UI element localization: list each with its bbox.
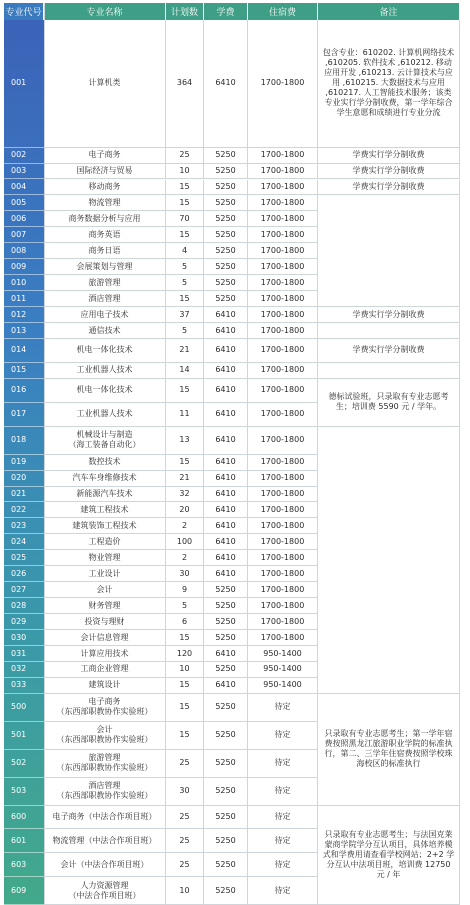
- plan-cell: 21: [166, 471, 204, 487]
- code-cell: 014: [4, 339, 44, 363]
- tuition-cell: 5250: [204, 598, 248, 614]
- code-cell: 019: [4, 455, 44, 471]
- dorm-cell: 待定: [248, 829, 318, 853]
- tuition-cell: 5250: [204, 148, 248, 164]
- name-cell: 电子商务: [44, 148, 166, 164]
- plan-cell: 11: [166, 403, 204, 427]
- dorm-cell: 待定: [248, 806, 318, 830]
- dorm-cell: 待定: [248, 750, 318, 778]
- code-cell: 030: [4, 630, 44, 646]
- name-cell: 工商企业管理: [44, 662, 166, 678]
- notes-cell: 学费实行学分制收费: [318, 148, 460, 164]
- tuition-cell: 5250: [204, 614, 248, 630]
- tuition-cell: 5250: [204, 259, 248, 275]
- tuition-cell: 6410: [204, 646, 248, 662]
- code-cell: 029: [4, 614, 44, 630]
- dorm-cell: 1700-1800: [248, 550, 318, 566]
- notes-cell: [318, 363, 460, 379]
- name-cell: 旅游管理: [44, 275, 166, 291]
- tuition-cell: 6410: [204, 534, 248, 550]
- dorm-cell: 1700-1800: [248, 598, 318, 614]
- tuition-cell: 6410: [204, 518, 248, 534]
- tuition-cell: 5250: [204, 662, 248, 678]
- notes-cell: [318, 427, 460, 694]
- plan-cell: 15: [166, 180, 204, 196]
- tuition-cell: 5250: [204, 243, 248, 259]
- name-cell: 计算机类: [44, 20, 166, 148]
- code-cell: 006: [4, 211, 44, 227]
- code-cell: 021: [4, 487, 44, 503]
- plan-cell: 30: [166, 778, 204, 806]
- name-cell: 人力资源管理 （中法合作项目班）: [44, 877, 166, 905]
- code-cell: 002: [4, 148, 44, 164]
- dorm-cell: 1700-1800: [248, 275, 318, 291]
- dorm-cell: 1700-1800: [248, 566, 318, 582]
- notes-cell: 德标试验班，只录取有专业志愿考生；培训费 5590 元 / 学年。: [318, 379, 460, 427]
- plan-cell: 10: [166, 662, 204, 678]
- name-cell: 物流管理: [44, 195, 166, 211]
- tuition-cell: 5250: [204, 877, 248, 905]
- tuition-cell: 6410: [204, 323, 248, 339]
- plan-cell: 13: [166, 427, 204, 455]
- name-cell: 电子商务 （东西部职教协作实验班）: [44, 694, 166, 722]
- dorm-cell: 1700-1800: [248, 339, 318, 363]
- code-cell: 005: [4, 195, 44, 211]
- plan-cell: 25: [166, 853, 204, 877]
- code-cell: 033: [4, 678, 44, 694]
- dorm-cell: 1700-1800: [248, 630, 318, 646]
- name-cell: 机电一体化技术: [44, 379, 166, 403]
- code-cell: 022: [4, 502, 44, 518]
- tuition-cell: 5250: [204, 275, 248, 291]
- code-cell: 017: [4, 403, 44, 427]
- tuition-cell: 5250: [204, 853, 248, 877]
- tuition-cell: 5250: [204, 778, 248, 806]
- name-cell: 建筑装饰工程技术: [44, 518, 166, 534]
- dorm-cell: 1700-1800: [248, 195, 318, 211]
- plan-cell: 70: [166, 211, 204, 227]
- plan-cell: 5: [166, 259, 204, 275]
- code-cell: 501: [4, 722, 44, 750]
- code-cell: 020: [4, 471, 44, 487]
- name-cell: 机械设计与制造 （海工装备自动化）: [44, 427, 166, 455]
- tuition-cell: 6410: [204, 550, 248, 566]
- dorm-cell: 1700-1800: [248, 164, 318, 180]
- plan-cell: 25: [166, 806, 204, 830]
- header-name: 专业名称: [44, 3, 166, 20]
- plan-cell: 2: [166, 518, 204, 534]
- dorm-cell: 1700-1800: [248, 487, 318, 503]
- notes-cell: 只录取有专业志愿考生；第一学年宿费按照黑龙江旅游职业学院的标准执行，第二、三学年住宿费按照学校珠海校区的标准执行: [318, 694, 460, 806]
- code-cell: 032: [4, 662, 44, 678]
- code-cell: 016: [4, 379, 44, 403]
- dorm-cell: 1700-1800: [248, 180, 318, 196]
- tuition-cell: 5250: [204, 722, 248, 750]
- dorm-cell: 待定: [248, 694, 318, 722]
- name-cell: 移动商务: [44, 180, 166, 196]
- code-cell: 011: [4, 291, 44, 307]
- tuition-cell: 5250: [204, 750, 248, 778]
- name-cell: 商务数据分析与应用: [44, 211, 166, 227]
- tuition-cell: 6410: [204, 307, 248, 323]
- plan-cell: 15: [166, 455, 204, 471]
- tuition-cell: 6410: [204, 403, 248, 427]
- tuition-cell: 5250: [204, 211, 248, 227]
- dorm-cell: 待定: [248, 778, 318, 806]
- code-cell: 601: [4, 829, 44, 853]
- name-cell: 通信技术: [44, 323, 166, 339]
- code-cell: 600: [4, 806, 44, 830]
- dorm-cell: 1700-1800: [248, 363, 318, 379]
- dorm-cell: 1700-1800: [248, 379, 318, 403]
- dorm-cell: 1700-1800: [248, 582, 318, 598]
- name-cell: 计算应用技术: [44, 646, 166, 662]
- tuition-cell: 6410: [204, 487, 248, 503]
- plan-cell: 120: [166, 646, 204, 662]
- tuition-cell: 5250: [204, 291, 248, 307]
- code-cell: 609: [4, 877, 44, 905]
- tuition-cell: 6410: [204, 566, 248, 582]
- plan-cell: 5: [166, 275, 204, 291]
- header-plan: 计划数: [166, 3, 204, 20]
- code-cell: 024: [4, 534, 44, 550]
- dorm-cell: 1700-1800: [248, 471, 318, 487]
- plan-cell: 15: [166, 195, 204, 211]
- tuition-cell: 6410: [204, 363, 248, 379]
- name-cell: 工程造价: [44, 534, 166, 550]
- notes-cell: 包含专业：610202. 计算机网络技术 ,610205. 软件技术 ,610212. 移动应用开发 ,610213. 云计算技术与应用 ,610215. 大数据技术与应用 ,610217. 人工智能技术服务；该类专业实行学分制收费，第一学年综合学生意愿和成绩进行专业分流: [318, 20, 460, 148]
- name-cell: 酒店管理 （东西部职教协作实验班）: [44, 778, 166, 806]
- dorm-cell: 950-1400: [248, 662, 318, 678]
- dorm-cell: 1700-1800: [248, 307, 318, 323]
- code-cell: 013: [4, 323, 44, 339]
- name-cell: 建筑设计: [44, 678, 166, 694]
- plan-cell: 9: [166, 582, 204, 598]
- notes-cell: [318, 195, 460, 307]
- code-cell: 012: [4, 307, 44, 323]
- code-cell: 018: [4, 427, 44, 455]
- dorm-cell: 1700-1800: [248, 455, 318, 471]
- code-cell: 026: [4, 566, 44, 582]
- notes-cell: 只录取有专业志愿考生；与法国克莱蒙商学院学分互认项目，具体培养模式和学费用请查看学校网站；2+2 学分互认中法项目班，培训费 12750 元 / 年: [318, 806, 460, 905]
- plan-cell: 20: [166, 502, 204, 518]
- code-cell: 500: [4, 694, 44, 722]
- code-cell: 027: [4, 582, 44, 598]
- dorm-cell: 待定: [248, 853, 318, 877]
- name-cell: 建筑工程技术: [44, 502, 166, 518]
- dorm-cell: 1700-1800: [248, 534, 318, 550]
- name-cell: 物流管理（中法合作项目班）: [44, 829, 166, 853]
- header-code: 专业代号: [4, 3, 44, 20]
- name-cell: 数控技术: [44, 455, 166, 471]
- tuition-cell: 6410: [204, 379, 248, 403]
- notes-cell: 学费实行学分制收费: [318, 164, 460, 180]
- dorm-cell: 1700-1800: [248, 291, 318, 307]
- code-cell: 503: [4, 778, 44, 806]
- code-cell: 502: [4, 750, 44, 778]
- notes-cell: 学费实行学分制收费: [318, 339, 460, 363]
- dorm-cell: 1700-1800: [248, 243, 318, 259]
- tuition-cell: 5250: [204, 829, 248, 853]
- plan-cell: 2: [166, 550, 204, 566]
- name-cell: 会计（中法合作项目班）: [44, 853, 166, 877]
- tuition-cell: 5250: [204, 180, 248, 196]
- tuition-cell: 5250: [204, 582, 248, 598]
- tuition-cell: 6410: [204, 455, 248, 471]
- plan-cell: 15: [166, 694, 204, 722]
- plan-cell: 6: [166, 614, 204, 630]
- code-cell: 031: [4, 646, 44, 662]
- name-cell: 应用电子技术: [44, 307, 166, 323]
- tuition-cell: 6410: [204, 20, 248, 148]
- dorm-cell: 1700-1800: [248, 259, 318, 275]
- notes-cell: [318, 323, 460, 339]
- plan-cell: 5: [166, 323, 204, 339]
- code-cell: 028: [4, 598, 44, 614]
- dorm-cell: 1700-1800: [248, 427, 318, 455]
- tuition-cell: 5250: [204, 195, 248, 211]
- tuition-cell: 6410: [204, 427, 248, 455]
- header-tuition: 学费: [204, 3, 248, 20]
- plan-cell: 21: [166, 339, 204, 363]
- dorm-cell: 待定: [248, 722, 318, 750]
- dorm-cell: 950-1400: [248, 678, 318, 694]
- code-cell: 001: [4, 20, 44, 148]
- plan-cell: 25: [166, 148, 204, 164]
- name-cell: 汽车车身维修技术: [44, 471, 166, 487]
- plan-cell: 100: [166, 534, 204, 550]
- code-cell: 003: [4, 164, 44, 180]
- plan-cell: 10: [166, 877, 204, 905]
- tuition-cell: 5250: [204, 694, 248, 722]
- name-cell: 会计 （东西部职教协作实验班）: [44, 722, 166, 750]
- plan-cell: 32: [166, 487, 204, 503]
- plan-cell: 15: [166, 722, 204, 750]
- notes-cell: 学费实行学分制收费: [318, 307, 460, 323]
- code-cell: 010: [4, 275, 44, 291]
- name-cell: 旅游管理 （东西部职教协作实验班）: [44, 750, 166, 778]
- code-cell: 603: [4, 853, 44, 877]
- code-cell: 015: [4, 363, 44, 379]
- name-cell: 财务管理: [44, 598, 166, 614]
- name-cell: 会计信息管理: [44, 630, 166, 646]
- dorm-cell: 1700-1800: [248, 148, 318, 164]
- tuition-cell: 5250: [204, 630, 248, 646]
- dorm-cell: 1700-1800: [248, 227, 318, 243]
- dorm-cell: 1700-1800: [248, 614, 318, 630]
- name-cell: 会计: [44, 582, 166, 598]
- dorm-cell: 1700-1800: [248, 502, 318, 518]
- plan-cell: 15: [166, 227, 204, 243]
- dorm-cell: 950-1400: [248, 646, 318, 662]
- plan-cell: 15: [166, 291, 204, 307]
- header-dorm: 住宿费: [248, 3, 318, 20]
- dorm-cell: 1700-1800: [248, 211, 318, 227]
- header-notes: 备注: [318, 3, 460, 20]
- name-cell: 机电一体化技术: [44, 339, 166, 363]
- name-cell: 会展策划与管理: [44, 259, 166, 275]
- name-cell: 投资与理财: [44, 614, 166, 630]
- tuition-cell: 5250: [204, 806, 248, 830]
- code-cell: 007: [4, 227, 44, 243]
- code-cell: 008: [4, 243, 44, 259]
- plan-cell: 5: [166, 598, 204, 614]
- plan-cell: 10: [166, 164, 204, 180]
- table-border: [44, 3, 45, 905]
- name-cell: 工业机器人技术: [44, 403, 166, 427]
- tuition-cell: 6410: [204, 339, 248, 363]
- plan-cell: 25: [166, 750, 204, 778]
- tuition-cell: 6410: [204, 678, 248, 694]
- plan-cell: 15: [166, 630, 204, 646]
- code-cell: 023: [4, 518, 44, 534]
- plan-cell: 25: [166, 829, 204, 853]
- plan-cell: 4: [166, 243, 204, 259]
- name-cell: 工业机器人技术: [44, 363, 166, 379]
- code-cell: 009: [4, 259, 44, 275]
- name-cell: 商务日语: [44, 243, 166, 259]
- name-cell: 国际经济与贸易: [44, 164, 166, 180]
- plan-cell: 37: [166, 307, 204, 323]
- code-cell: 004: [4, 180, 44, 196]
- code-cell: 025: [4, 550, 44, 566]
- dorm-cell: 1700-1800: [248, 20, 318, 148]
- plan-cell: 364: [166, 20, 204, 148]
- name-cell: 电子商务（中法合作项目班）: [44, 806, 166, 830]
- tuition-cell: 5250: [204, 164, 248, 180]
- dorm-cell: 1700-1800: [248, 518, 318, 534]
- plan-cell: 14: [166, 363, 204, 379]
- dorm-cell: 1700-1800: [248, 323, 318, 339]
- plan-cell: 15: [166, 678, 204, 694]
- name-cell: 物业管理: [44, 550, 166, 566]
- name-cell: 酒店管理: [44, 291, 166, 307]
- dorm-cell: 1700-1800: [248, 403, 318, 427]
- notes-cell: 学费实行学分制收费: [318, 180, 460, 196]
- name-cell: 商务英语: [44, 227, 166, 243]
- tuition-cell: 6410: [204, 502, 248, 518]
- name-cell: 工业设计: [44, 566, 166, 582]
- dorm-cell: 待定: [248, 877, 318, 905]
- tuition-cell: 5250: [204, 227, 248, 243]
- tuition-cell: 6410: [204, 471, 248, 487]
- name-cell: 新能源汽车技术: [44, 487, 166, 503]
- plan-cell: 15: [166, 379, 204, 403]
- plan-cell: 30: [166, 566, 204, 582]
